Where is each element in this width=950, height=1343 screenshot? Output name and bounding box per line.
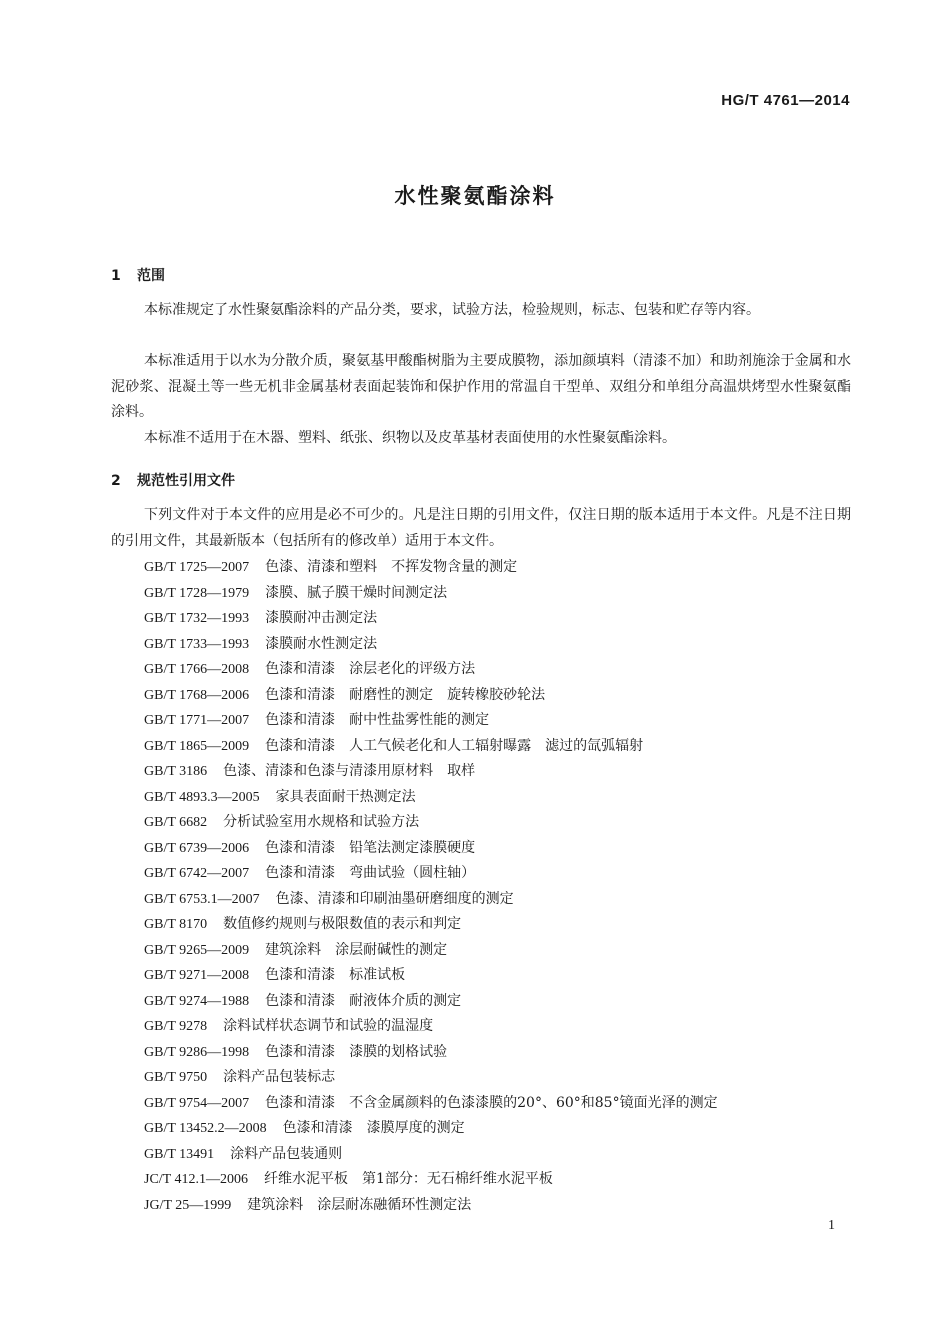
reference-title: 漆膜耐水性测定法 <box>265 635 378 652</box>
reference-title: 色漆和清漆 标准试板 <box>265 967 406 983</box>
reference-item <box>144 861 718 887</box>
reference-code: GB/T 1766—2008 <box>144 662 250 677</box>
reference-item <box>144 581 718 607</box>
reference-title: 漆膜、腻子膜干燥时间测定法 <box>265 584 448 601</box>
reference-title: 色漆和清漆 耐中性盐雾性能的测定 <box>265 712 490 728</box>
reference-code: GB/T 9750 <box>144 1070 208 1085</box>
reference-title: 色漆和清漆 人工气候老化和人工辐射曝露 滤过的氙弧辐射 <box>265 737 644 754</box>
reference-title: 色漆和清漆 耐磨性的测定 旋转橡胶砂轮法 <box>265 686 546 703</box>
document-title: 水性聚氨酯涂料 <box>394 184 556 208</box>
reference-code: GB/T 1733—1993 <box>144 636 250 652</box>
section-1-number: 1 <box>111 268 121 284</box>
reference-code: GB/T 1865—2009 <box>144 738 250 754</box>
reference-title: 涂料产品包装通则 <box>230 1145 343 1162</box>
reference-code: GB/T 1732—1993 <box>144 611 250 626</box>
reference-item <box>144 606 718 632</box>
reference-item <box>144 1167 718 1193</box>
reference-item <box>144 632 718 658</box>
reference-code: GB/T 6739—2006 <box>144 840 250 856</box>
reference-title: 分析试验室用水规格和试验方法 <box>223 814 420 830</box>
standard-code: HG/T 4761—2014 <box>721 92 850 109</box>
reference-code: GB/T 9278 <box>144 1019 208 1034</box>
reference-title: 纤维水泥平板 第1部分：无石棉纤维水泥平板 <box>263 1171 553 1187</box>
section-1-paragraph-1: 本标准规定了水性聚氨酯涂料的产品分类，要求，试验方法，检验规则，标志、包装和贮存等内容。 <box>144 302 760 318</box>
reference-code: GB/T 6742—2007 <box>144 866 250 881</box>
reference-list <box>144 555 718 1218</box>
reference-item <box>144 989 718 1015</box>
reference-title: 数值修约规则与极限数值的表示和判定 <box>223 916 462 932</box>
reference-title: 色漆、清漆和塑料 不挥发物含量的测定 <box>265 559 518 575</box>
reference-code: GB/T 13452.2—2008 <box>144 1121 267 1136</box>
reference-code: GB/T 1771—2007 <box>144 713 250 728</box>
reference-code: GB/T 9286—1998 <box>144 1044 250 1060</box>
reference-item <box>144 683 718 709</box>
reference-code: GB/T 9271—2008 <box>144 968 250 983</box>
reference-item <box>144 734 718 760</box>
section-2-number: 2 <box>111 473 121 489</box>
reference-item <box>144 938 718 964</box>
section-1-paragraph-2: 本标准适用于以水为分散介质，聚氨基甲酸酯树脂为主要成膜物，添加颜填料（清漆不加）和助剂施涂于金属和水泥砂浆、混凝土等一些无机非金属基材表面起装饰和保护作用的常温自干型单、双组分和单组分高温烘烤型水性聚氨酯涂料。 <box>111 353 851 420</box>
reference-code: JG/T 25—1999 <box>144 1197 232 1213</box>
reference-code: GB/T 13491 <box>144 1146 215 1162</box>
reference-item <box>144 785 718 811</box>
reference-title: 色漆和清漆 铅笔法测定漆膜硬度 <box>265 839 476 856</box>
reference-title: 家具表面耐干热测定法 <box>275 788 416 805</box>
reference-item <box>144 759 718 785</box>
reference-item <box>144 836 718 862</box>
reference-title: 建筑涂料 涂层耐冻融循环性测定法 <box>247 1196 472 1213</box>
reference-item <box>144 657 718 683</box>
reference-item <box>144 1116 718 1142</box>
reference-code: GB/T 3186 <box>144 764 208 779</box>
reference-item <box>144 963 718 989</box>
section-2-intro: 下列文件对于本文件的应用是必不可少的。凡是注日期的引用文件，仅注日期的版本适用于本文件。凡是不注日期的引用文件，其最新版本（包括所有的修改单）适用于本文件。 <box>111 507 851 549</box>
reference-code: GB/T 1768—2006 <box>144 687 250 703</box>
reference-title: 色漆和清漆 涂层老化的评级方法 <box>265 661 476 677</box>
reference-code: GB/T 9274—1988 <box>144 993 250 1009</box>
reference-item <box>144 555 718 581</box>
reference-item <box>144 810 718 836</box>
reference-title: 色漆和清漆 漆膜的划格试验 <box>265 1043 448 1060</box>
reference-code: GB/T 1728—1979 <box>144 585 250 601</box>
reference-item <box>144 887 718 913</box>
reference-title: 色漆和清漆 漆膜厚度的测定 <box>282 1120 465 1136</box>
reference-title: 涂料试样状态调节和试验的温湿度 <box>223 1018 434 1034</box>
reference-item <box>144 1014 718 1040</box>
section-1-heading <box>111 265 165 285</box>
reference-title: 建筑涂料 涂层耐碱性的测定 <box>265 941 448 958</box>
reference-code: GB/T 6682 <box>144 815 208 830</box>
reference-code: JC/T 412.1—2006 <box>144 1172 248 1187</box>
section-1-paragraph-3: 本标准不适用于在木器、塑料、纸张、织物以及皮革基材表面使用的水性聚氨酯涂料。 <box>144 430 676 446</box>
section-2-heading <box>111 470 235 490</box>
reference-item <box>144 1091 718 1117</box>
reference-item <box>144 912 718 938</box>
reference-item <box>144 1065 718 1091</box>
reference-title: 色漆、清漆和色漆与清漆用原材料 取样 <box>223 763 476 779</box>
reference-code: GB/T 9265—2009 <box>144 942 250 958</box>
reference-code: GB/T 1725—2007 <box>144 560 250 575</box>
section-2-title: 规范性引用文件 <box>137 473 235 489</box>
reference-title: 漆膜耐冲击测定法 <box>265 610 378 626</box>
reference-item <box>144 708 718 734</box>
reference-code: GB/T 9754—2007 <box>144 1095 250 1111</box>
page-number: 1 <box>828 1218 835 1233</box>
reference-title: 涂料产品包装标志 <box>223 1069 336 1085</box>
reference-code: GB/T 4893.3—2005 <box>144 789 260 805</box>
reference-code: GB/T 6753.1—2007 <box>144 891 260 907</box>
reference-title: 色漆、清漆和印刷油墨研磨细度的测定 <box>275 890 514 907</box>
reference-item <box>144 1193 718 1219</box>
reference-item <box>144 1040 718 1066</box>
reference-item <box>144 1142 718 1168</box>
reference-title: 色漆和清漆 弯曲试验（圆柱轴） <box>265 865 476 881</box>
reference-title: 色漆和清漆 耐液体介质的测定 <box>265 992 462 1009</box>
reference-title: 色漆和清漆 不含金属颜料的色漆漆膜的20°、60°和85°镜面光泽的测定 <box>265 1094 718 1111</box>
section-1-title: 范围 <box>137 268 165 284</box>
reference-code: GB/T 8170 <box>144 917 208 932</box>
